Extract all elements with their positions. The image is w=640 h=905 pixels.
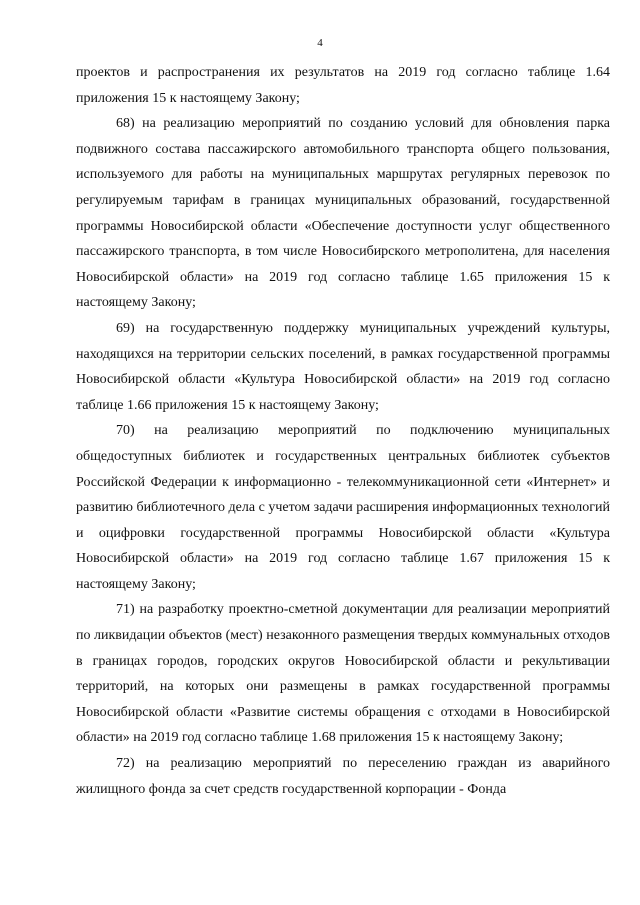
paragraph-continuation: проектов и распространения их результатов на 2019 год согласно таблице 1.64 приложения 15 к настоящему Закону; xyxy=(76,65,610,106)
paragraph-item-68: 68) на реализацию мероприятий по созданию условий для обновления парка подвижного состава пассажирского автомобильного транспорта общего пользования, используемого для работы на муниципальных маршрутах регулярных перевозок по регулируемым тарифам в границах муниципальных образований, государственной программы Новосибирской области «Обеспечение доступности услуг общественного пассажирского транспорта, в том числе Новосибирского метрополитена, для населения Новосибирской области» на 2019 год согласно таблице 1.65 приложения 15 к настоящему Закону; xyxy=(76,116,610,311)
paragraph-item-69: 69) на государственную поддержку муниципальных учреждений культуры, находящихся на территории сельских поселений, в рамках государственной программы Новосибирской области «Культура Новосибирской области» на 2019 год согласно таблице 1.66 приложения 15 к настоящему Закону; xyxy=(76,320,610,413)
paragraph-item-72: 72) на реализацию мероприятий по переселению граждан из аварийного жилищного фонда за счет средств государственной корпорации - Фонда xyxy=(76,756,610,797)
page-number: 4 xyxy=(317,37,323,49)
paragraph-item-70: 70) на реализацию мероприятий по подключению муниципальных общедоступных библиотек и государственных центральных библиотек субъектов Российской Федерации к информационно - телекоммуникационной сети «Интернет» и развитию библиотечного дела с учетом задачи расширения информационных технологий и оцифровки государственной программы Новосибирской области «Культура Новосибирской области» на 2019 год согласно таблице 1.67 приложения 15 к настоящему Закону; xyxy=(76,423,610,592)
document-body xyxy=(76,60,610,802)
paragraph-item-71: 71) на разработку проектно-сметной документации для реализации мероприятий по ликвидации объектов (мест) незаконного размещения твердых коммунальных отходов в границах городов, городских округов Новосибирской области и рекультивации территорий, на которых они размещены в рамках государственной программы Новосибирской области «Развитие системы обращения с отходами в Новосибирской области» на 2019 год согласно таблице 1.68 приложения 15 к настоящему Закону; xyxy=(76,602,610,746)
